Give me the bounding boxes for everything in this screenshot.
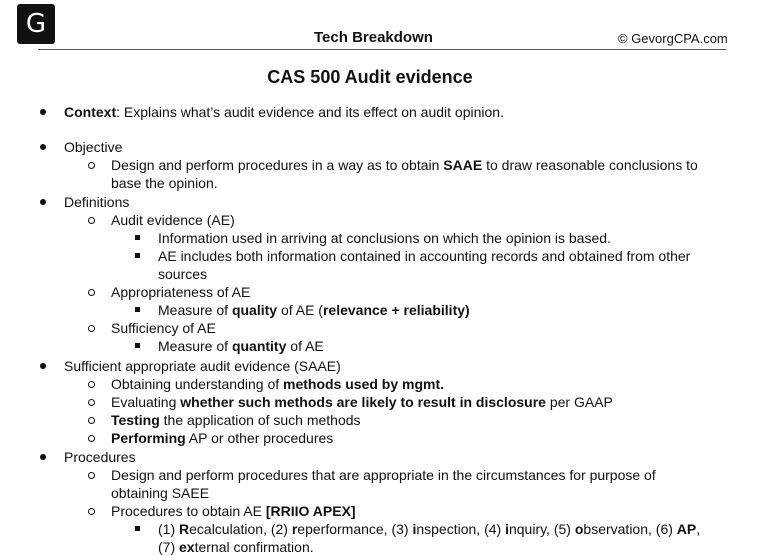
bullet-marker xyxy=(40,199,46,205)
outline-line xyxy=(64,193,129,211)
text: Procedures to obtain AE xyxy=(111,503,266,519)
outline-line xyxy=(158,538,314,556)
bold-text: ex xyxy=(179,539,195,555)
header-copyright: © GevorgCPA.com xyxy=(618,31,728,46)
text: Obtaining understanding of xyxy=(111,376,284,392)
outline-line xyxy=(111,484,209,502)
bullet-marker xyxy=(135,526,140,531)
outline-line xyxy=(111,211,235,229)
text: obtaining SAEE xyxy=(111,485,210,501)
bullet-marker xyxy=(88,217,95,224)
bullet-marker xyxy=(88,435,95,442)
bullet-marker xyxy=(88,381,95,388)
outline-line xyxy=(64,103,504,121)
text: Audit evidence (AE) xyxy=(111,212,235,228)
outline-line xyxy=(158,247,690,265)
text: , xyxy=(696,521,701,537)
text: of AE ( xyxy=(277,302,323,318)
bullet-marker xyxy=(135,253,140,258)
outline-line xyxy=(64,357,341,375)
text: (7) xyxy=(158,539,179,555)
bold-text: r xyxy=(291,521,298,537)
text: per GAAP xyxy=(545,394,613,410)
text: of AE xyxy=(286,338,324,354)
bullet-marker xyxy=(135,235,140,240)
text: Evaluating xyxy=(111,394,181,410)
text: : Explains what’s audit evidence and its effect on audit opinion. xyxy=(116,104,504,120)
bullet-marker xyxy=(40,454,46,460)
text: Appropriateness of AE xyxy=(111,284,251,300)
bullet-marker xyxy=(88,399,95,406)
text: ecalculation, (2) xyxy=(189,521,292,537)
text: (1) xyxy=(158,521,179,537)
text: Definitions xyxy=(64,194,130,210)
text: sources xyxy=(158,266,208,282)
bold-text: AP xyxy=(676,521,697,537)
bold-text: quantity xyxy=(231,338,287,354)
text: Information used in arriving at conclusions on which the opinion is based. xyxy=(158,230,611,246)
outline-line xyxy=(158,301,470,319)
text: eperformance, (3) xyxy=(297,521,413,537)
bullet-marker xyxy=(88,472,95,479)
bold-text: Testing xyxy=(111,412,160,428)
outline-line xyxy=(64,448,136,466)
bullet-marker xyxy=(40,363,46,369)
outline-line xyxy=(111,174,218,192)
text: base the opinion. xyxy=(111,175,218,191)
text: to draw reasonable conclusions to xyxy=(482,157,698,173)
outline-line xyxy=(111,502,356,520)
bullet-marker xyxy=(135,307,140,312)
text: Measure of xyxy=(158,302,232,318)
bold-text: R xyxy=(179,521,190,537)
outline-line xyxy=(111,375,444,393)
outline-line xyxy=(158,520,700,538)
outline-line xyxy=(111,283,250,301)
bold-text: i xyxy=(505,521,509,537)
text: nquiry, (5) xyxy=(508,521,575,537)
text: Procedures xyxy=(64,449,136,465)
text: bservation, (6) xyxy=(583,521,677,537)
text: Sufficiency of AE xyxy=(111,320,216,336)
outline-line xyxy=(111,319,216,337)
outline-line xyxy=(111,466,656,484)
text: Design and perform procedures in a way as to obtain xyxy=(111,157,444,173)
outline-line xyxy=(111,156,698,174)
bold-text: o xyxy=(574,521,584,537)
bullet-marker xyxy=(88,325,95,332)
text: the application of such methods xyxy=(159,412,361,428)
text: ternal confirmation. xyxy=(194,539,314,555)
outline-line xyxy=(158,265,207,283)
text: AP or other procedures xyxy=(185,430,334,446)
logo-icon: G xyxy=(17,4,55,44)
bold-text: Performing xyxy=(111,430,186,446)
outline-line xyxy=(111,393,613,411)
text: Objective xyxy=(64,139,123,155)
text: nspection, (4) xyxy=(416,521,506,537)
bullet-marker xyxy=(88,162,95,169)
bullet-marker xyxy=(88,289,95,296)
bold-text: i xyxy=(412,521,417,537)
outline-line xyxy=(111,429,333,447)
bold-text: relevance + reliability) xyxy=(322,302,470,318)
outline-line xyxy=(158,229,611,247)
text: AE includes both information contained in accounting records and obtained from other xyxy=(158,248,691,264)
document-title: CAS 500 Audit evidence xyxy=(267,67,473,87)
bullet-marker xyxy=(88,508,95,515)
bold-text: [RRIIO APEX] xyxy=(265,503,356,519)
bold-text: quality xyxy=(231,302,278,318)
text: Sufficient appropriate audit evidence (SAAE) xyxy=(64,358,341,374)
outline-line xyxy=(158,337,324,355)
bold-text: whether such methods are likely to result in disclosure xyxy=(180,394,546,410)
bullet-marker xyxy=(135,343,140,348)
outline-line xyxy=(64,138,122,156)
text: Design and perform procedures that are appropriate in the circumstances for purpose of xyxy=(111,467,656,483)
bullet-marker xyxy=(40,109,46,115)
bold-text: SAAE xyxy=(443,157,483,173)
text: Measure of xyxy=(158,338,232,354)
bullet-marker xyxy=(88,417,95,424)
bullet-marker xyxy=(40,144,46,150)
outline-line xyxy=(111,411,361,429)
header-title: Tech Breakdown xyxy=(314,29,433,46)
bold-text: Context xyxy=(64,104,117,120)
bold-text: methods used by mgmt. xyxy=(283,376,445,392)
